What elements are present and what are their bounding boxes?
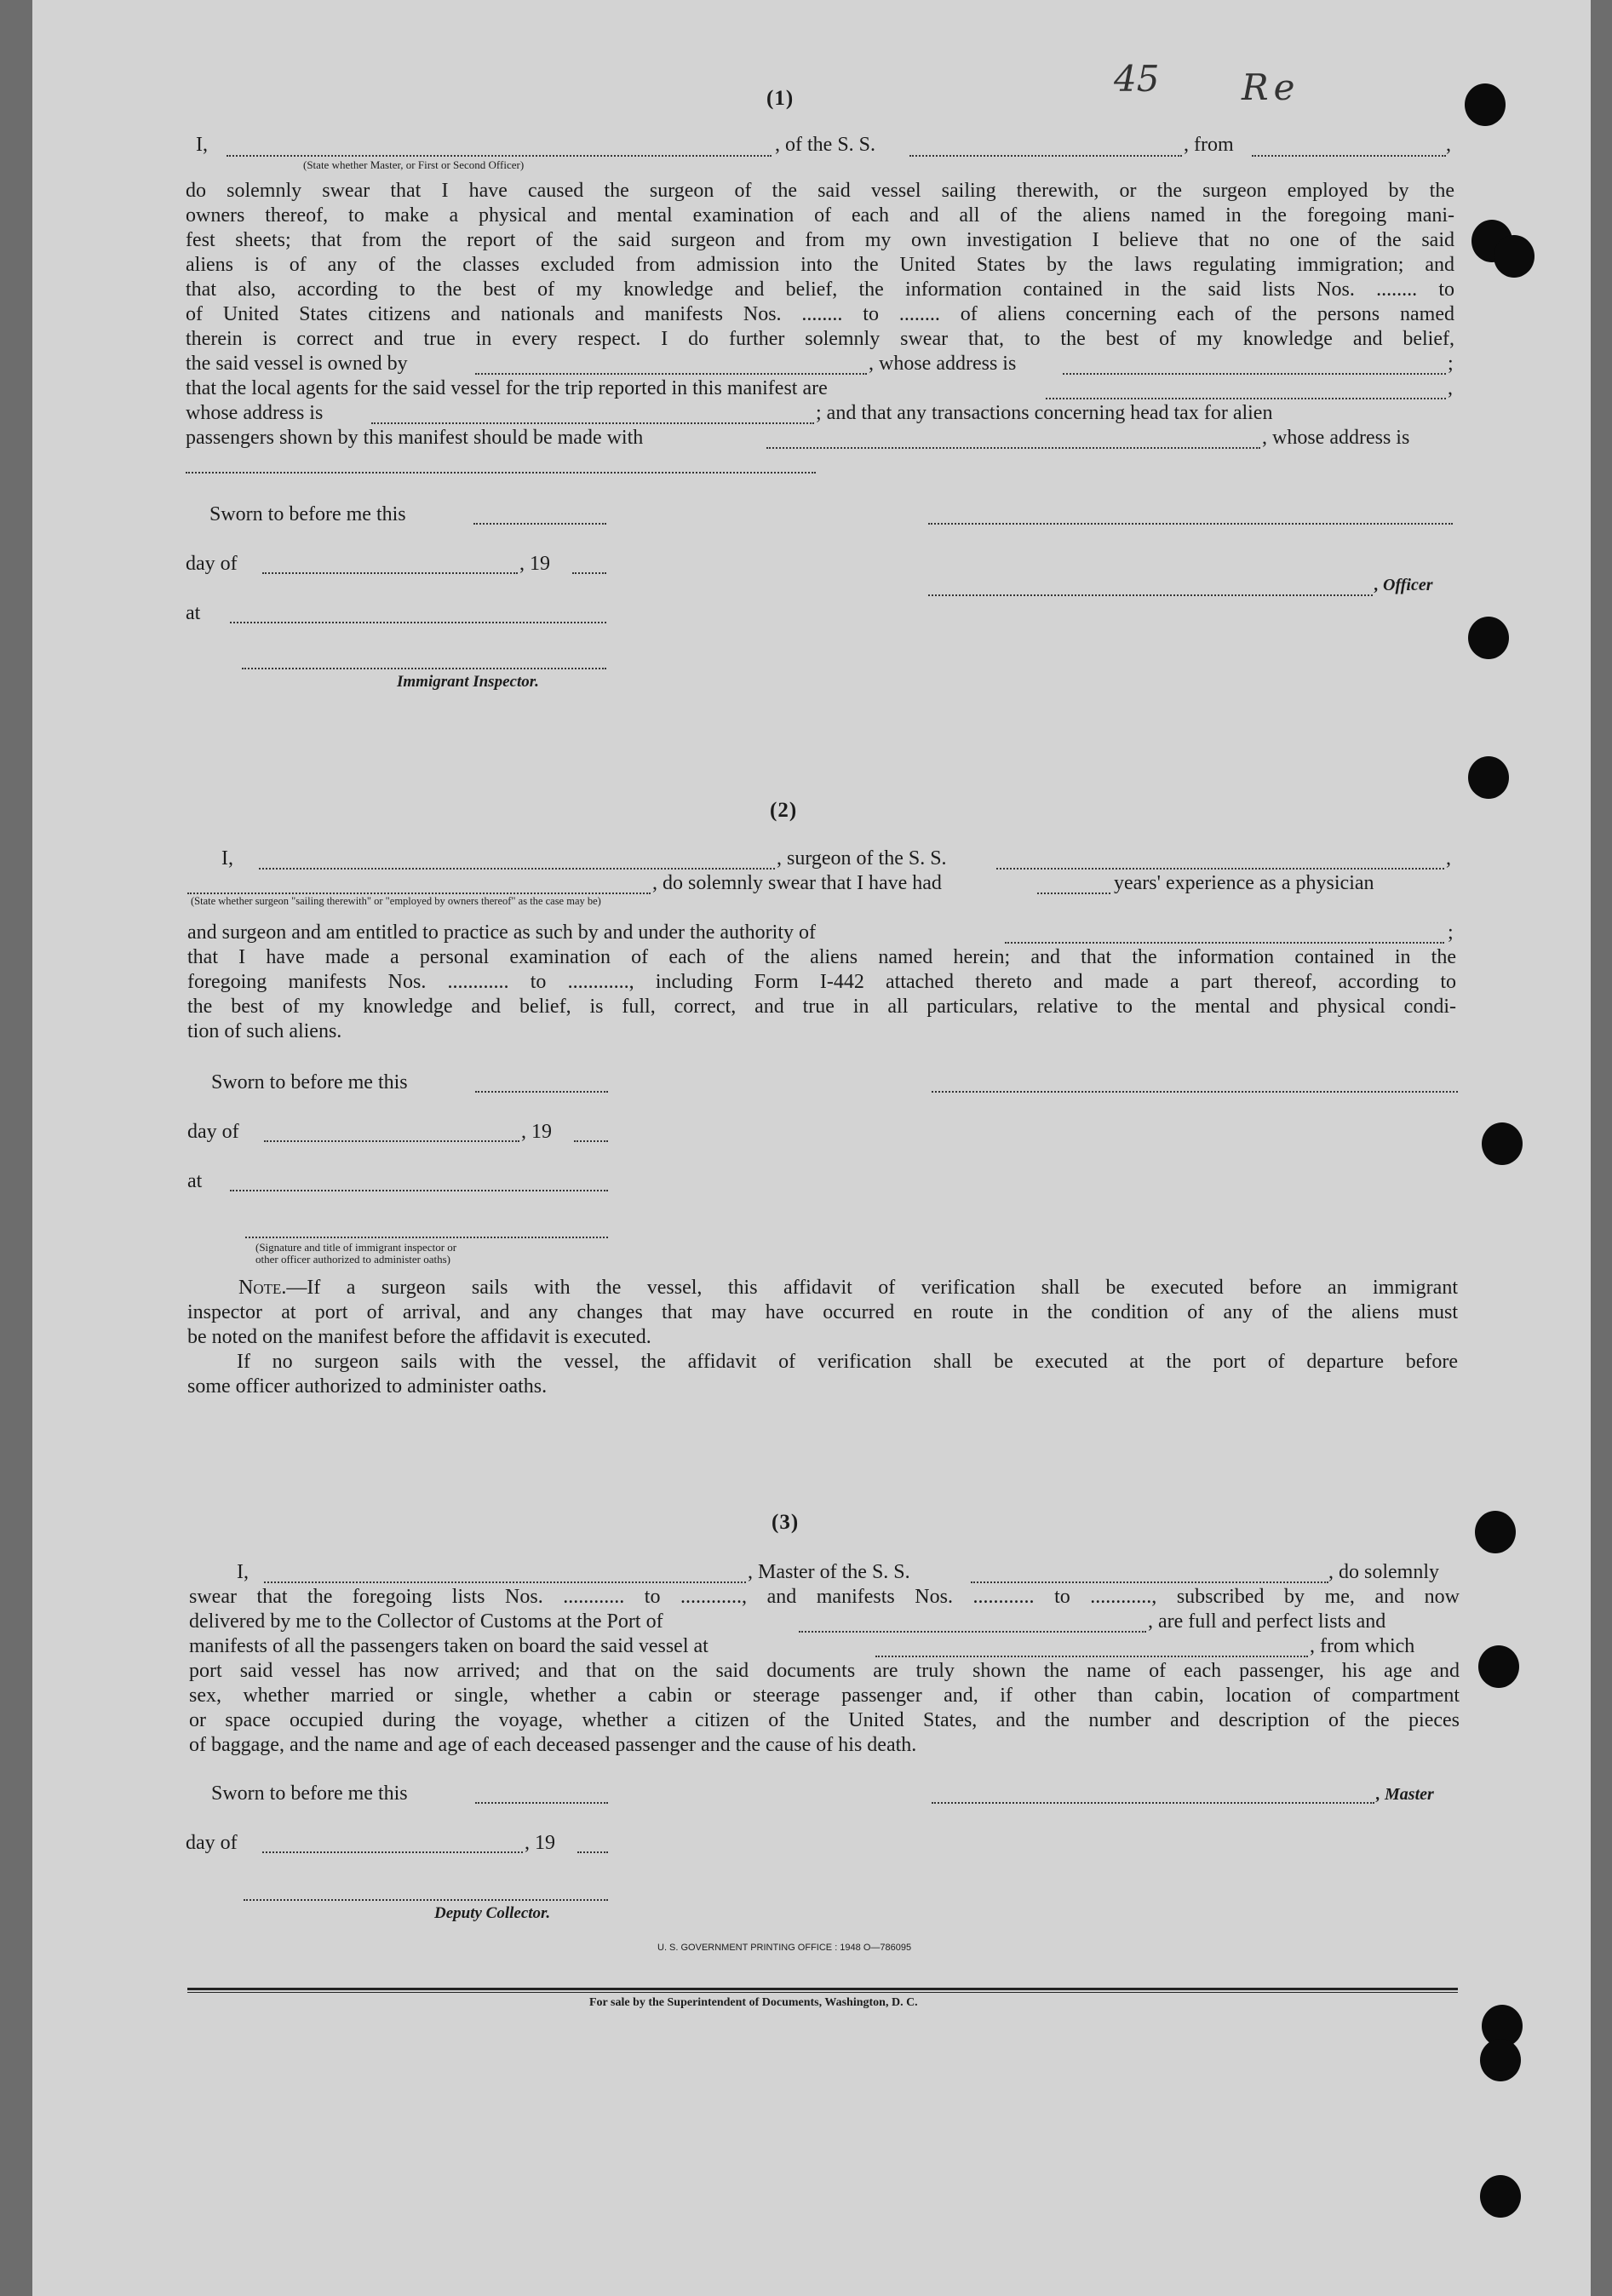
punch-hole: [1480, 2039, 1521, 2081]
s1-headtax-text: ; and that any transactions concerning head tax for alien: [816, 402, 1273, 424]
s2-i-label: I,: [221, 847, 233, 870]
punch-hole: [1494, 235, 1535, 278]
punch-hole: [1468, 756, 1509, 799]
s2-oath-paragraph: [187, 945, 1456, 1044]
master-signature-field[interactable]: [932, 1802, 1374, 1804]
s1-officer-caption: (State whether Master, or First or Second Officer): [303, 158, 525, 171]
note-label: Note.: [238, 1277, 287, 1299]
s1-at-label: at: [186, 602, 201, 624]
punch-hole: [1465, 83, 1506, 126]
text-line: If no surgeon sails with the vessel, the affidavit of verification shall be executed at the port of departure before: [237, 1351, 1458, 1373]
local-agents-field[interactable]: [1046, 398, 1446, 399]
s3-sworn-label: Sworn to before me this: [211, 1782, 408, 1805]
s3-oath-paragraph: [189, 1585, 1460, 1610]
text-line: that also, according to the best of my knowledge and belief, the information contained in the said lists Nos. ........ to: [186, 278, 1454, 301]
text-line: port said vessel has now arrived; and that on the said documents are truly shown the name of each passenger, his age and: [189, 1660, 1460, 1682]
s3-vessel-label: manifests of all the passengers taken on board the said vessel at: [189, 1635, 708, 1657]
s2-status-caption: (State whether surgeon "sailing therewith" or "employed by owners thereof" as the case may be): [191, 895, 601, 907]
s1-sworn-day-field[interactable]: [473, 523, 606, 525]
punch-hole: [1482, 1122, 1523, 1165]
text-line: some officer authorized to administer oaths.: [187, 1375, 548, 1398]
text-line: owners thereof, to make a physical and mental examination of each and all of the aliens named in the foregoing mani-: [186, 204, 1454, 227]
s1-agents-label: that the local agents for the said vessel for the trip reported in this manifest are: [186, 377, 828, 399]
text-line: the best of my knowledge and belief, is full, correct, and true in all particulars, relative to the mental and physical condi-: [187, 996, 1456, 1018]
s1-semicolon: ;: [1448, 353, 1454, 375]
s3-oath-paragraph-2: [189, 1659, 1460, 1758]
gpo-imprint: U. S. GOVERNMENT PRINTING OFFICE : 1948 O—786095: [657, 1943, 912, 1953]
deputy-collector-label: Deputy Collector.: [434, 1904, 551, 1922]
s1-ship-label: , of the S. S.: [775, 134, 876, 156]
form-page: 45 Re (1) I, (State whether Master, or First or Second Officer) , of the S. S. , from , do solemnly swear that I have caused the surgeon of the said vessel sailing therewith, or the surgeon employed by the owners thereof, to make a physical and mental examination of each and all of the aliens named in the foregoing mani- fest sheets; that from the report of the said surgeon and from my own investigation I believe that no one of the said aliens is of any of the classes excluded from admission into the United States by the laws regulating immigration; and that also, according to the best of my knowledge and belief, the information contained in the said lists Nos. ........ to of United States citizens and nationals and manifests Nos. ........ to ........ of aliens concerning each of the persons named therein is correct and true in every respect. I do further solemnly swear that, to the best of my knowledge and belief, the said vessel is owned by , whose address is ; that the local agents for the said vessel for the trip reported in this manifest are , whose address is ; and that any transactions concerning head tax for alien passengers shown by this manifest should be made with , whose address is Sworn to before me this day of , 19 , Officer at Immigrant Inspector. (2) I, , surgeon of the S. S. , , do solemnly swear that I have had years' experience as a physician (State whether surgeon "sailing therewith" or "employed by owners thereof" as the case may be) and surgeon and am entitled to practice as such by and under the authority of ; that I have made a personal examination of each of the aliens named herein; and that the information contained in the foregoing manifests Nos. ............ to ............, including Form I-442 attached thereto and made a part thereof, according to the best of my knowledge and belief, is full, correct, and true in all particulars, relative to the mental and physical condi- tion of such aliens. Sworn to before me this day of , 19 at (Signature and title of immigrant inspector or other officer authorized to administer oaths) Note.—If a surgeon sails with the vessel, this affidavit of verification shall be executed before an immigrant inspector at port of arrival, and any changes that may have occurred en route in the condition of any of the aliens must be noted on the manifest before the affidavit is executed. If no surgeon sails with the vessel, the affidavit of verification shall be executed at the port of departure before some officer authorized to administer oaths. (3) I, , Master of the S. S. , do solemnly swear that the foregoing lists Nos. ............ to ............, and manifests Nos. ............ to ............, subscribed by me, and now delivered by me to the Collector of Customs at the Port of , are full and perfect lists and manifests of all the passengers taken on board the said vessel at , from which port said vessel has now arrived; and that on the said documents are truly shown the name of each passenger, his age and sex, whether married or single, whether a cabin or steerage passenger and, if other than cabin, location of compartment or space occupied during the voyage, whether a citizen of the United States, and the number and description of the pieces of baggage, and the name and age of each deceased passenger and the cause of his death. Sworn to before me this , Master day of , 19 Deputy Collector. U. S. GOVERNMENT PRINTING OFFICE : 1948 O—786095 For sale by the Superintendent of Documents, Washington, D. C.: [32, 0, 1591, 2296]
s3-day-label: day of: [186, 1832, 238, 1854]
text-line: inspector at port of arrival, and any changes that may have occurred en route in the condition of any of the aliens must: [187, 1301, 1458, 1323]
s1-owner-address-label: , whose address is: [869, 353, 1017, 375]
s2-inspector-signature-field[interactable]: [245, 1237, 608, 1238]
text-line: Note.—If a surgeon sails with the vessel, this affidavit of verification shall be executed before an immigrant: [238, 1277, 1458, 1299]
text-line: of United States citizens and nationals and manifests Nos. ........ to ........ of aliens concerning each of the persons named: [186, 303, 1454, 325]
footer-rule: [187, 1988, 1458, 1990]
embark-port-field[interactable]: [875, 1656, 1308, 1657]
s3-year-label: , 19: [525, 1832, 555, 1854]
s2-ship-label: , surgeon of the S. S.: [777, 847, 947, 870]
sale-notice: For sale by the Superintendent of Documents, Washington, D. C.: [589, 1996, 918, 2009]
owner-address-field[interactable]: [1063, 373, 1446, 375]
s2-sworn-label: Sworn to before me this: [211, 1071, 408, 1093]
s2-sworn-day-field[interactable]: [475, 1091, 608, 1093]
from-port-field[interactable]: [1252, 155, 1446, 157]
officer-signature-field[interactable]: [928, 523, 1453, 525]
s3-i-label: I,: [237, 1561, 249, 1583]
text-line: therein is correct and true in every respect. I do further solemnly swear that, to the best of my knowledge and belief,: [186, 328, 1454, 350]
text-line: fest sheets; that from the report of the said surgeon and from my own investigation I believe that no one of the said: [186, 229, 1454, 251]
s1-from-label: , from: [1184, 134, 1234, 156]
s1-oath-paragraph: [186, 179, 1454, 352]
officer-title-field[interactable]: [928, 594, 1373, 596]
s1-day-label: day of: [186, 553, 238, 575]
s3-year-field[interactable]: [577, 1851, 608, 1853]
s2-month-field[interactable]: [264, 1140, 519, 1142]
s1-place-field[interactable]: [230, 622, 606, 623]
authority-field[interactable]: [1005, 942, 1444, 944]
s2-sig-caption-1: (Signature and title of immigrant inspector or: [255, 1241, 457, 1254]
punch-hole: [1478, 1645, 1519, 1688]
text-line: of baggage, and the name and age of each deceased passenger and the cause of his death.: [189, 1734, 917, 1756]
s2-day-label: day of: [187, 1121, 239, 1143]
surgeon-status-field[interactable]: [187, 893, 651, 894]
s3-ship-field[interactable]: [971, 1581, 1328, 1583]
s2-place-field[interactable]: [230, 1190, 608, 1191]
s1-whose-label: whose address is: [186, 402, 324, 424]
s2-experience-text: , do solemnly swear that I have had: [652, 872, 942, 894]
s1-i-label: I,: [196, 134, 208, 156]
s2-ship-field[interactable]: [996, 868, 1444, 870]
text-line: be noted on the manifest before the affidavit is executed.: [187, 1326, 651, 1348]
s1-year-label: , 19: [519, 553, 550, 575]
text-line: tion of such aliens.: [187, 1020, 342, 1042]
s3-full-lists-text: , are full and perfect lists and: [1148, 1610, 1386, 1633]
owner-field[interactable]: [475, 373, 867, 375]
headtax-address-field[interactable]: [186, 472, 816, 474]
master-name-field[interactable]: [264, 1581, 746, 1583]
handwritten-number: 45: [1114, 58, 1160, 100]
s2-year-label: , 19: [521, 1121, 552, 1143]
text-line: that I have made a personal examination of each of the aliens named herein; and that the information contained in the: [187, 946, 1456, 968]
s2-semicolon: ;: [1448, 921, 1454, 944]
headtax-party-field[interactable]: [766, 447, 1260, 449]
agents-address-field[interactable]: [371, 422, 814, 424]
s2-note: [187, 1276, 1458, 1399]
punch-hole: [1475, 1511, 1516, 1553]
s1-sworn-label: Sworn to before me this: [209, 503, 406, 525]
s3-solemnly-text: , do solemnly: [1328, 1561, 1439, 1583]
handwritten-annotation: Re: [1242, 66, 1300, 108]
years-experience-field[interactable]: [1037, 893, 1110, 894]
surgeon-signature-field[interactable]: [932, 1091, 1458, 1093]
s1-month-field[interactable]: [262, 572, 518, 574]
text-line: aliens is of any of the classes excluded from admission into the United States by the laws regulating immigration; and: [186, 254, 1454, 276]
master-label: , Master: [1376, 1785, 1434, 1804]
text-line: do solemnly swear that I have caused the surgeon of the said vessel sailing therewith, or the surgeon employed by the: [186, 180, 1454, 202]
s1-comma: ,: [1448, 377, 1453, 399]
collector-signature-field[interactable]: [244, 1899, 608, 1901]
s2-comma: ,: [1446, 847, 1451, 870]
officer-label: , Officer: [1374, 576, 1433, 594]
s2-at-label: at: [187, 1170, 203, 1192]
section-3-heading: (3): [772, 1511, 800, 1534]
s2-authority-label: and surgeon and am entitled to practice as such by and under the authority of: [187, 921, 816, 944]
s3-ship-label: , Master of the S. S.: [748, 1561, 910, 1583]
collector-port-field[interactable]: [799, 1631, 1146, 1633]
inspector-signature-field[interactable]: [242, 668, 606, 669]
s1-owned-label: the said vessel is owned by: [186, 353, 408, 375]
s3-sworn-day-field[interactable]: [475, 1802, 608, 1804]
s3-port-label: delivered by me to the Collector of Customs at the Port of: [189, 1610, 663, 1633]
s1-address-label: , whose address is: [1262, 427, 1410, 449]
inspector-label: Immigrant Inspector.: [397, 673, 539, 691]
text-line: foregoing manifests Nos. ............ to ............, including Form I-442 attached thereto and made a part thereof, according to: [187, 971, 1456, 993]
s1-year-field[interactable]: [572, 572, 606, 574]
surgeon-name-field[interactable]: [259, 868, 775, 870]
footer-rule-thin: [187, 1992, 1458, 1993]
s1-passengers-label: passengers shown by this manifest should be made with: [186, 427, 644, 449]
text-line: sex, whether married or single, whether a cabin or steerage passenger and, if other than cabin, location of compartment: [189, 1685, 1460, 1707]
s2-year-field[interactable]: [574, 1140, 608, 1142]
punch-hole: [1468, 617, 1509, 659]
section-1-heading: (1): [766, 87, 795, 110]
s3-month-field[interactable]: [262, 1851, 523, 1853]
ship-name-field[interactable]: [909, 155, 1182, 157]
s2-physician-text: years' experience as a physician: [1114, 872, 1374, 894]
text-line: swear that the foregoing lists Nos. ............ to ............, and manifests Nos. ............ to ............, subscribed by me, and now: [189, 1586, 1460, 1608]
s2-sig-caption-2: other officer authorized to administer oaths): [255, 1253, 450, 1266]
punch-hole: [1480, 2175, 1521, 2218]
section-2-heading: (2): [770, 799, 798, 822]
text-line: or space occupied during the voyage, whether a citizen of the United States, and the number and description of the pieces: [189, 1709, 1460, 1731]
officer-name-field[interactable]: [227, 155, 772, 157]
s3-from-which-text: , from which: [1310, 1635, 1415, 1657]
